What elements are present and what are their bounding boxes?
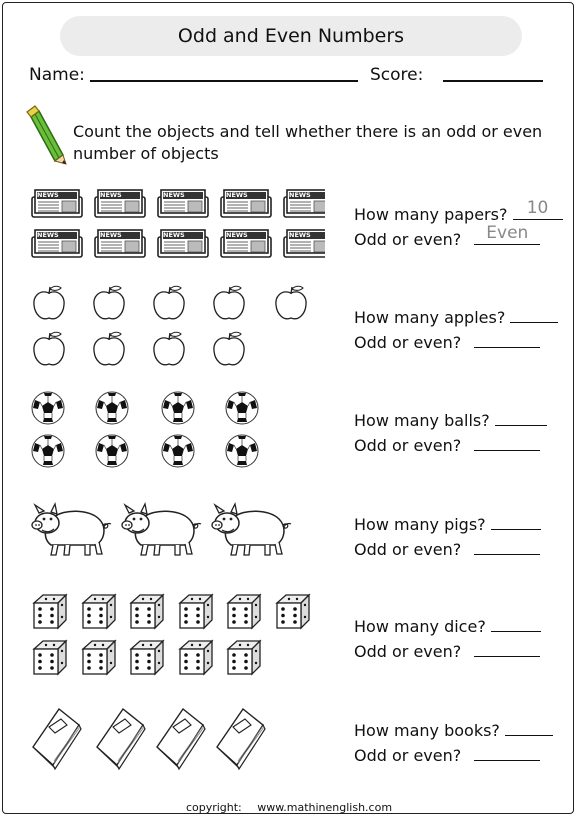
newspaper-icon xyxy=(158,190,208,217)
name-field[interactable] xyxy=(90,80,358,82)
soccer-ball-icon xyxy=(96,392,128,424)
question-label: How many apples? xyxy=(354,308,506,327)
masthead: NEWS xyxy=(289,191,311,199)
count-answer-field[interactable] xyxy=(510,306,558,323)
count-answer-field[interactable] xyxy=(505,719,553,736)
book-icon xyxy=(157,709,205,769)
count-answer-field[interactable] xyxy=(491,615,541,632)
odd-even-question xyxy=(354,538,540,559)
dice-icon xyxy=(228,641,260,674)
dice-icon xyxy=(83,641,115,674)
count-question xyxy=(354,409,547,430)
worksheet xyxy=(2,2,574,814)
count-question xyxy=(354,615,541,636)
soccer-ball-icon xyxy=(96,435,128,467)
copyright-label: copyright: xyxy=(185,801,242,814)
page-title: Odd and Even Numbers xyxy=(177,25,405,47)
apple-icon xyxy=(214,286,244,319)
dice-icon xyxy=(277,595,309,628)
objects-dice xyxy=(25,591,325,681)
count-question xyxy=(354,306,558,327)
copyright-site-link[interactable]: www.mathinenglish.com xyxy=(257,801,393,814)
odd-even-label: Odd or even? xyxy=(354,642,462,661)
masthead: NEWS xyxy=(37,191,59,199)
dice-icon xyxy=(34,595,66,628)
soccer-ball-icon xyxy=(32,435,64,467)
count-question xyxy=(354,719,553,740)
question-label: How many balls? xyxy=(354,411,490,430)
newspaper-icon xyxy=(95,190,145,217)
odd-even-question xyxy=(354,223,540,249)
name-label: Name: xyxy=(29,65,85,85)
odd-even-label: Odd or even? xyxy=(354,746,462,765)
count-answer-field[interactable] xyxy=(513,198,563,220)
objects-pigs xyxy=(25,499,325,565)
soccer-ball-icon xyxy=(162,392,194,424)
masthead: NEWS xyxy=(163,231,185,239)
odd-even-question xyxy=(354,640,540,661)
copyright-footer xyxy=(3,801,575,814)
masthead: NEWS xyxy=(226,191,248,199)
odd-even-question xyxy=(354,434,540,455)
newspaper-icon xyxy=(284,230,325,257)
odd-even-answer-field[interactable] xyxy=(474,640,540,657)
score-label: Score: xyxy=(370,65,424,85)
objects-apples xyxy=(25,283,325,373)
apple-icon xyxy=(34,332,64,365)
newspaper-icon xyxy=(284,190,325,217)
odd-even-answer-field[interactable] xyxy=(474,744,540,761)
pencil-icon xyxy=(23,105,69,165)
score-field[interactable] xyxy=(443,80,543,82)
odd-even-answer-field[interactable] xyxy=(474,331,540,348)
newspaper-icon xyxy=(158,230,208,257)
odd-even-answer-field[interactable] xyxy=(474,223,540,245)
instructions: Count the objects and tell whether there is an odd or even number of objects xyxy=(73,122,543,163)
count-question xyxy=(354,513,541,534)
apple-icon xyxy=(154,286,184,319)
dice-icon xyxy=(228,595,260,628)
objects-balls xyxy=(25,389,325,473)
question-label: How many books? xyxy=(354,721,500,740)
book-icon xyxy=(33,709,81,769)
masthead: NEWS xyxy=(289,231,311,239)
pig-icon xyxy=(32,504,111,555)
masthead: NEWS xyxy=(100,191,122,199)
newspaper-icon xyxy=(32,230,82,257)
title-banner xyxy=(60,16,522,56)
newspaper-icon xyxy=(32,190,82,217)
objects-books xyxy=(25,699,325,783)
dice-icon xyxy=(83,595,115,628)
apple-icon xyxy=(276,286,306,319)
book-icon xyxy=(97,709,145,769)
apple-icon xyxy=(34,286,64,319)
masthead: NEWS xyxy=(163,191,185,199)
soccer-ball-icon xyxy=(226,392,258,424)
odd-even-label: Odd or even? xyxy=(354,540,462,559)
soccer-ball-icon xyxy=(32,392,64,424)
odd-even-answer: Even xyxy=(486,223,529,243)
masthead: NEWS xyxy=(37,231,59,239)
book-icon xyxy=(217,709,265,769)
question-label: How many pigs? xyxy=(354,515,486,534)
soccer-ball-icon xyxy=(226,435,258,467)
dice-icon xyxy=(34,641,66,674)
apple-icon xyxy=(94,286,124,319)
dice-icon xyxy=(131,641,163,674)
question-label: How many dice? xyxy=(354,617,486,636)
pig-icon xyxy=(212,504,291,555)
dice-icon xyxy=(180,595,212,628)
apple-icon xyxy=(154,332,184,365)
masthead: NEWS xyxy=(226,231,248,239)
dice-icon xyxy=(180,641,212,674)
count-answer-field[interactable] xyxy=(491,513,541,530)
odd-even-label: Odd or even? xyxy=(354,230,462,249)
odd-even-label: Odd or even? xyxy=(354,333,462,352)
masthead: NEWS xyxy=(100,231,122,239)
soccer-ball-icon xyxy=(162,435,194,467)
odd-even-question xyxy=(354,744,540,765)
newspaper-icon xyxy=(95,230,145,257)
odd-even-answer-field[interactable] xyxy=(474,538,540,555)
apple-icon xyxy=(94,332,124,365)
pig-icon xyxy=(122,504,201,555)
newspaper-icon xyxy=(221,190,271,217)
odd-even-question xyxy=(354,331,540,352)
count-question xyxy=(354,198,563,224)
count-answer-field[interactable] xyxy=(495,409,547,426)
odd-even-label: Odd or even? xyxy=(354,436,462,455)
newspaper-icon xyxy=(221,230,271,257)
apple-icon xyxy=(214,332,244,365)
objects-papers xyxy=(25,187,325,261)
odd-even-answer-field[interactable] xyxy=(474,434,540,451)
dice-icon xyxy=(131,595,163,628)
count-answer: 10 xyxy=(526,198,549,218)
question-label: How many papers? xyxy=(354,205,508,224)
